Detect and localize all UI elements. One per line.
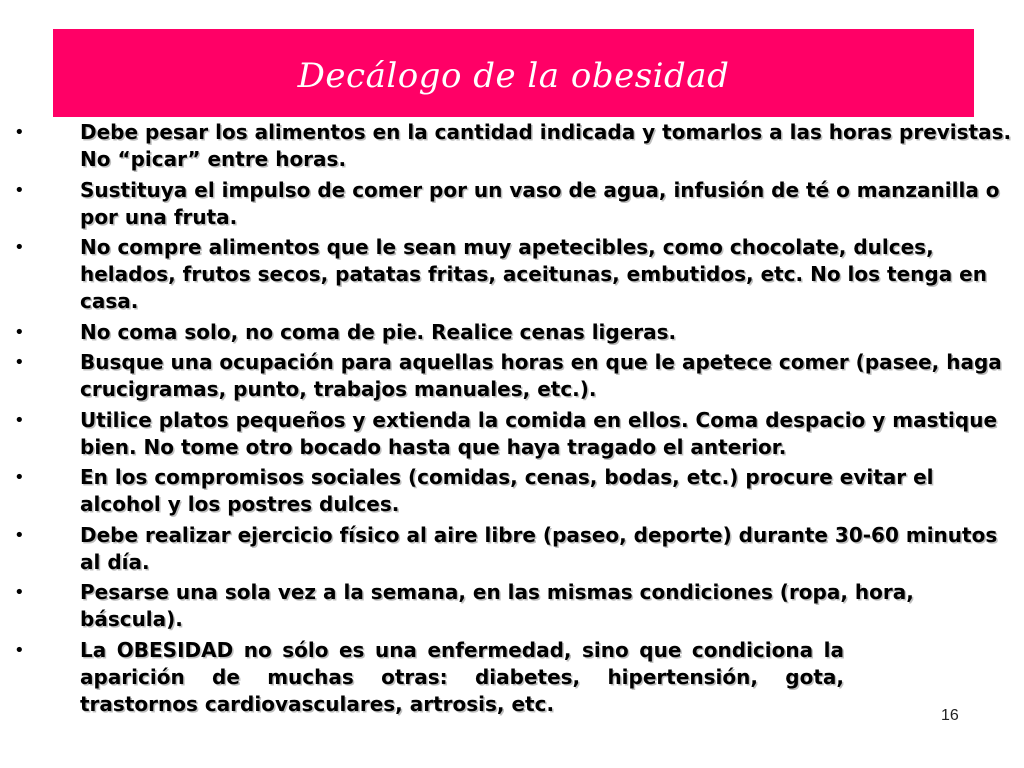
bullet-icon: • [14, 321, 25, 343]
bullet-icon: • [14, 409, 25, 431]
bullet-text: Debe realizar ejercicio físico al aire libre (paseo, deporte) durante 30-60 minutos al día. [80, 522, 998, 574]
bullet-icon: • [14, 237, 25, 258]
bullet-item-10 [0, 637, 1024, 718]
bullet-text: Pesarse una sola vez a la semana, en las mismas condiciones (ropa, hora, báscula). [80, 580, 914, 631]
bullet-text: No coma solo, no coma de pie. Realice cenas ligeras. [80, 319, 677, 344]
bullet-icon: • [14, 352, 25, 373]
bullet-text: Sustituya el impulso de comer por un vaso de agua, infusión de té o manzanilla o por una fruta. [80, 177, 1000, 229]
bullet-item-9 [0, 579, 1024, 633]
bullet-text: La OBESIDAD no sólo es una enfermedad, sino que condiciona la aparición de muchas otras: diabetes, hipertensión, gota, trastornos cardiovasculares, artrosis, etc. [80, 637, 844, 716]
bullet-item-4 [0, 319, 1024, 346]
page-number: 16 [941, 707, 959, 724]
bullet-item-5 [0, 349, 1024, 403]
bullet-text: No compre alimentos que le sean muy apetecibles, como chocolate, dulces, helados, frutos secos, patatas fritas, aceitunas, embutidos, etc. No los tenga en casa. [80, 235, 987, 313]
slide-title: Decálogo de la obesidad [297, 56, 730, 96]
bullet-text: En los compromisos sociales (comidas, cenas, bodas, etc.) procure evitar el alcohol y los postres dulces. [80, 465, 934, 516]
bullet-item-2 [0, 177, 1024, 231]
bullet-item-6 [0, 407, 1024, 461]
bullet-item-7 [0, 464, 1024, 518]
bullet-icon: • [14, 639, 25, 661]
bullet-icon: • [14, 122, 25, 143]
bullet-list [0, 119, 1024, 721]
bullet-item-8 [0, 522, 1024, 576]
bullet-icon: • [14, 524, 25, 546]
title-bar [53, 29, 974, 117]
bullet-item-1 [0, 119, 1024, 173]
bullet-item-3 [0, 234, 1024, 315]
bullet-text: Utilice platos pequeños y extienda la comida en ellos. Coma despacio y mastique bien. No tome otro bocado hasta que haya tragado el anterior. [80, 407, 998, 459]
bullet-icon: • [14, 582, 25, 603]
bullet-icon: • [14, 467, 25, 488]
bullet-icon: • [14, 179, 25, 201]
bullet-text: Busque una ocupación para aquellas horas en que le apetece comer (pasee, haga crucigramas, punto, trabajos manuales, etc.). [80, 350, 1002, 401]
bullet-text: Debe pesar los alimentos en la cantidad indicada y tomarlos a las horas previstas. No “picar” entre horas. [80, 120, 1012, 171]
